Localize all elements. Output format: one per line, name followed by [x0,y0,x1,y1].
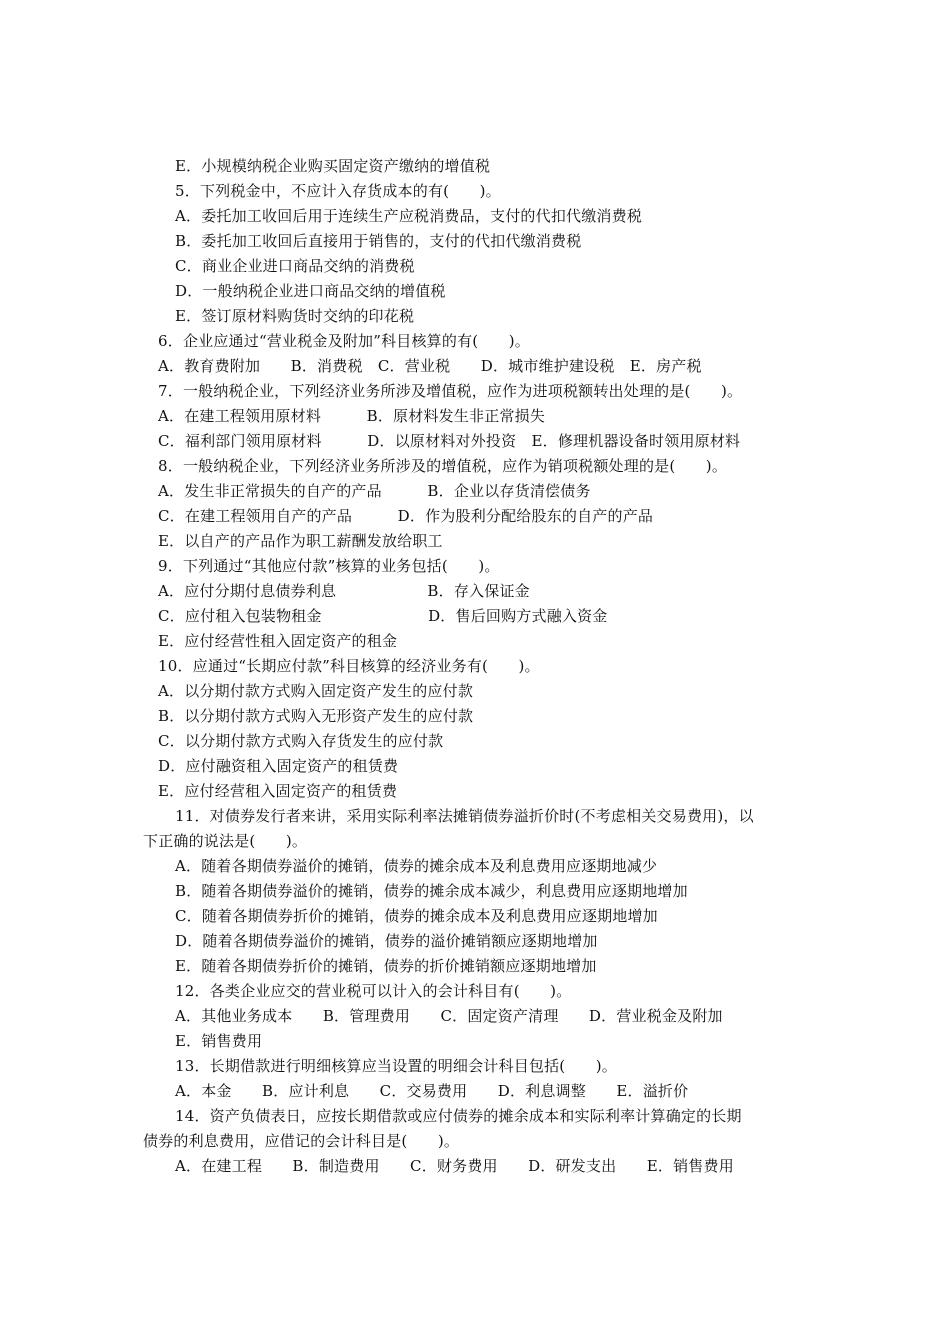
option-line: A．应付分期付息债券利息 B．存入保证金 [158,582,530,600]
option-line: E．以自产的产品作为职工薪酬发放给职工 [158,532,443,550]
option-line: E．随着各期债券折价的摊销，债券的折价摊销额应逐期地增加 [175,957,597,975]
question-line: 5．下列税金中，不应计入存货成本的有( )。 [175,182,501,200]
question-line: 7．一般纳税企业，下列经济业务所涉及增值税，应作为进项税额转出处理的是( )。 [158,382,743,400]
option-line: D．应付融资租入固定资产的租赁费 [158,757,399,775]
option-line: B．随着各期债券溢价的摊销，债券的摊余成本减少，利息费用应逐期地增加 [175,882,688,900]
option-line: A．以分期付款方式购入固定资产发生的应付款 [158,682,474,700]
question-line: 12．各类企业应交的营业税可以计入的会计科目有( )。 [175,982,572,1000]
option-line: B．以分期付款方式购入无形资产发生的应付款 [158,707,474,725]
option-line: A．在建工程领用原材料 B．原材料发生非正常损失 [158,407,546,425]
option-line: A．随着各期债券溢价的摊销，债券的摊余成本及利息费用应逐期地减少 [175,857,658,875]
question-line: 10．应通过“长期应付款”科目核算的经济业务有( )。 [158,657,540,675]
option-line: C．以分期付款方式购入存货发生的应付款 [158,732,444,750]
option-line: C．福利部门领用原材料 D．以原材料对外投资 E．修理机器设备时领用原材料 [158,432,741,450]
question-line: 8．一般纳税企业，下列经济业务所涉及的增值税，应作为销项税额处理的是( )。 [158,457,728,475]
question-line: 11．对债券发行者来讲，采用实际利率法摊销债券溢折价时(不考虑相关交易费用)，以 [175,807,754,825]
option-line: A．委托加工收回后用于连续生产应税消费品，支付的代扣代缴消费税 [175,207,643,225]
option-line: E．应付经营租入固定资产的租赁费 [158,782,398,800]
question-line: 9．下列通过“其他应付款”核算的业务包括( )。 [158,557,500,575]
option-line: A．教育费附加 B．消费税 C．营业税 D．城市维护建设税 E．房产税 [158,357,702,375]
option-line: A．本金 B．应计利息 C．交易费用 D．利息调整 E．溢折价 [175,1082,689,1100]
question-line: 6．企业应通过“营业税金及附加”科目核算的有( )。 [158,332,530,350]
option-line: D．一般纳税企业进口商品交纳的增值税 [175,282,446,300]
option-line: C．应付租入包装物租金 D．售后回购方式融入资金 [158,607,608,625]
option-line: A．发生非正常损失的自产的产品 B．企业以存货清偿债务 [158,482,591,500]
option-line: C．随着各期债券折价的摊销，债券的摊余成本及利息费用应逐期地增加 [175,907,658,925]
option-line: E．签订原材料购货时交纳的印花税 [175,307,415,325]
option-line: B．委托加工收回后直接用于销售的，支付的代扣代缴消费税 [175,232,582,250]
option-line: A．在建工程 B．制造费用 C．财务费用 D．研发支出 E．销售费用 [175,1157,734,1175]
option-line: C．在建工程领用自产的产品 D．作为股利分配给股东的自产的产品 [158,507,654,525]
question-line: 下正确的说法是( )。 [143,832,308,850]
question-line: 13．长期借款进行明细核算应当设置的明细会计科目包括( )。 [175,1057,617,1075]
option-line: E．销售费用 [175,1032,263,1050]
question-line: 债券的利息费用，应借记的会计科目是( )。 [143,1132,460,1150]
option-line: E．小规模纳税企业购买固定资产缴纳的增值税 [175,157,491,175]
option-line: A．其他业务成本 B．管理费用 C．固定资产清理 D．营业税金及附加 [175,1007,723,1025]
option-line: C．商业企业进口商品交纳的消费税 [175,257,415,275]
option-line: E．应付经营性租入固定资产的租金 [158,632,398,650]
option-line: D．随着各期债券溢价的摊销，债券的溢价摊销额应逐期地增加 [175,932,598,950]
question-line: 14．资产负债表日，应按长期借款或应付债券的摊余成本和实际利率计算确定的长期 [175,1107,742,1125]
